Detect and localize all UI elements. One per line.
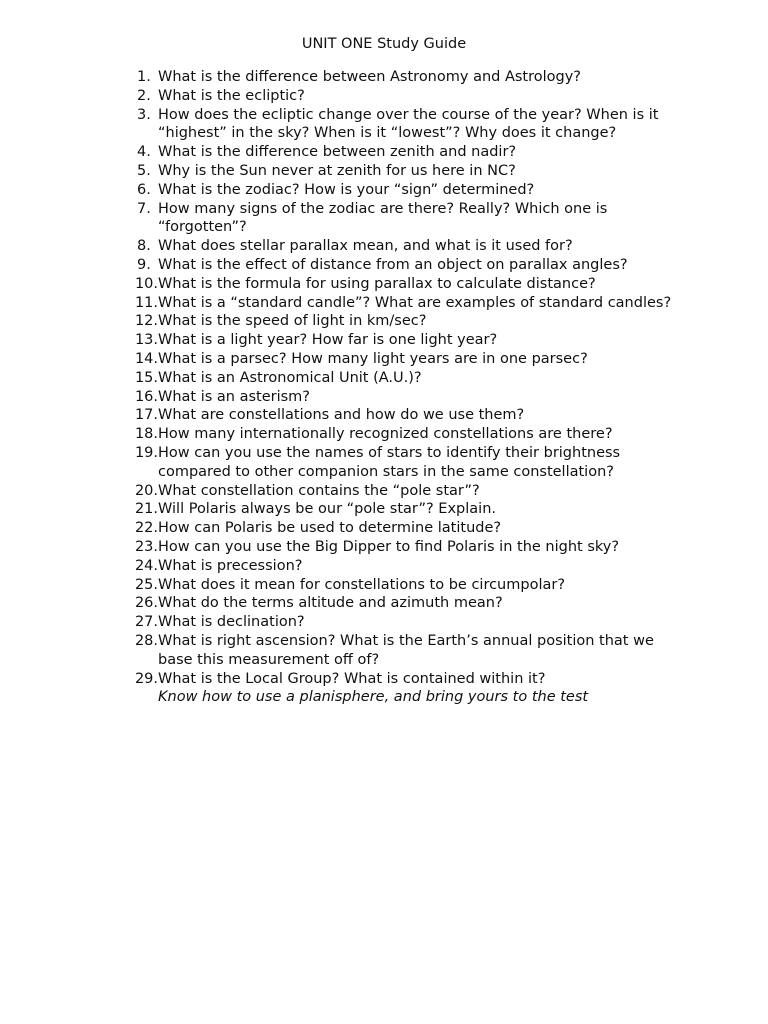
question-text: What is the formula for using parallax to calculate distance? (158, 275, 596, 292)
question-number: 14. (134, 350, 158, 367)
question-text: How can you use the Big Dipper to find Polaris in the night sky? (158, 538, 620, 555)
question-number: 4. (137, 144, 151, 161)
list-item (112, 369, 672, 388)
question-text: What is the effect of distance from an object on parallax angles? (158, 256, 628, 273)
question-text: What is an asterism? (158, 388, 310, 405)
list-item (112, 256, 672, 275)
question-number: 18. (134, 426, 158, 443)
list-item (112, 143, 672, 162)
list-item (112, 68, 672, 87)
question-number: 16. (134, 388, 158, 405)
question-number: 9. (137, 256, 151, 273)
list-item (112, 670, 672, 689)
list-item (112, 388, 672, 407)
closing-note (112, 688, 672, 707)
list-item (112, 519, 672, 538)
question-number: 3. (137, 106, 151, 123)
list-item (112, 350, 672, 369)
question-number: 7. (137, 200, 151, 217)
question-number: 6. (137, 181, 151, 198)
list-item (112, 576, 672, 595)
list-item (112, 331, 672, 350)
question-text: What is an Astronomical Unit (A.U.)? (158, 369, 422, 386)
question-number: 15. (134, 369, 158, 386)
question-number: 1. (137, 69, 151, 85)
question-text: What is the speed of light in km/sec? (158, 313, 427, 330)
list-item (112, 87, 672, 106)
question-number: 5. (137, 162, 151, 179)
note-text: Know how to use a planisphere, and bring yours to the test (158, 689, 589, 706)
question-number: 25. (134, 576, 158, 593)
question-number: 29. (134, 670, 158, 687)
question-text: How many signs of the zodiac are there? Really? Which one is “forgotten”? (158, 200, 608, 236)
question-text: What is the Local Group? What is contained within it? (158, 670, 546, 687)
list-item (112, 294, 672, 313)
question-number: 12. (134, 313, 158, 330)
list-item (112, 632, 672, 670)
list-item (112, 425, 672, 444)
question-text: Why is the Sun never at zenith for us here in NC? (158, 162, 516, 179)
list-item (112, 557, 672, 576)
question-text: What is the ecliptic? (158, 87, 305, 104)
question-text: Will Polaris always be our “pole star”? Explain. (158, 501, 496, 518)
question-number: 10. (134, 275, 158, 292)
question-number: 2. (137, 87, 151, 104)
question-text: What is a parsec? How many light years are in one parsec? (158, 350, 588, 367)
question-text: How many internationally recognized constellations are there? (158, 426, 613, 443)
question-text: What does stellar parallax mean, and what is it used for? (158, 238, 573, 255)
question-number: 21. (134, 501, 158, 518)
list-item (112, 312, 672, 331)
question-text: What is precession? (158, 557, 303, 574)
question-number: 17. (134, 407, 158, 424)
question-text: How can Polaris be used to determine latitude? (158, 520, 502, 537)
question-number: 23. (134, 538, 158, 555)
question-text: What are constellations and how do we use them? (158, 407, 525, 424)
question-number: 28. (134, 632, 158, 649)
list-item (112, 200, 672, 238)
question-number: 13. (134, 332, 158, 349)
question-text: What is a “standard candle”? What are examples of standard candles? (158, 294, 672, 311)
list-item (112, 162, 672, 181)
list-item (112, 500, 672, 519)
question-text: What do the terms altitude and azimuth mean? (158, 595, 503, 612)
question-text: What is right ascension? What is the Earth’s annual position that we base this measurement off of? (158, 632, 654, 668)
question-number: 27. (134, 614, 158, 631)
question-text: What is a light year? How far is one light year? (158, 332, 498, 349)
question-text: What is declination? (158, 614, 305, 631)
list-item (112, 444, 672, 482)
list-item (112, 106, 672, 144)
question-number: 19. (134, 444, 158, 461)
list-item (112, 237, 672, 256)
question-number: 24. (134, 557, 158, 574)
question-number: 20. (134, 482, 158, 499)
question-number: 11. (134, 294, 158, 311)
question-text: What is the difference between zenith and nadir? (158, 144, 517, 161)
question-text: How can you use the names of stars to identify their brightness compared to other companion stars in the same constellation? (158, 444, 621, 480)
question-number: 8. (137, 238, 151, 255)
list-item (112, 275, 672, 294)
question-text: What does it mean for constellations to be circumpolar? (158, 576, 566, 593)
note-indent (112, 688, 158, 707)
question-text: What is the zodiac? How is your “sign” determined? (158, 181, 535, 198)
question-text: What constellation contains the “pole star”? (158, 482, 480, 499)
list-item (112, 482, 672, 501)
list-item (112, 406, 672, 425)
list-item (112, 594, 672, 613)
page-title: UNIT ONE Study Guide (301, 36, 467, 52)
question-list (112, 68, 672, 707)
question-text: What is the difference between Astronomy and Astrology? (158, 69, 582, 85)
list-item (112, 613, 672, 632)
list-item (112, 181, 672, 200)
question-number: 26. (134, 595, 158, 612)
question-number: 22. (134, 520, 158, 537)
question-text: How does the ecliptic change over the course of the year? When is it “highest” in the sky? When is it “lowest”? Why does it change? (158, 106, 659, 142)
list-item (112, 538, 672, 557)
